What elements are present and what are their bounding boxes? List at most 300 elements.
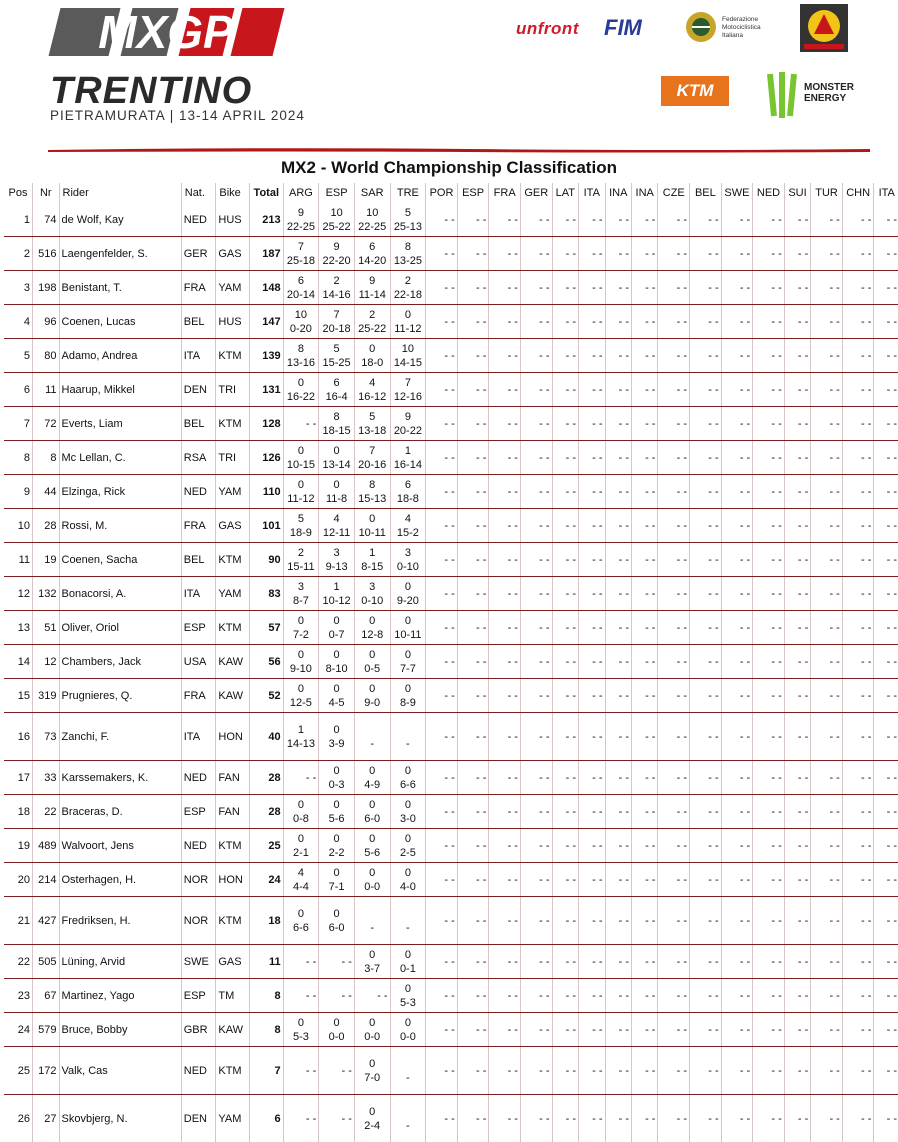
gp-moto-points: 10-11 (393, 628, 424, 642)
cell-total: 101 (249, 509, 283, 543)
gp-points: 0 (286, 444, 317, 458)
cell-nat: FRA (181, 679, 216, 713)
cell-gp-empty: - - (753, 945, 785, 979)
cell-gp-empty: - - (552, 339, 578, 373)
cell-gp-empty: - - (784, 829, 810, 863)
cell-gp-empty: - - (552, 577, 578, 611)
cell-gp-empty: - - (457, 863, 489, 897)
cell-total: 11 (249, 945, 283, 979)
cell-gp-empty: - - (520, 1013, 552, 1047)
gp-moto-points: 6-6 (393, 778, 424, 792)
cell-gp-empty: - - (605, 237, 631, 271)
cell-gp-result (354, 761, 390, 795)
cell-gp-result (283, 795, 319, 829)
cell-gp-result (319, 577, 355, 611)
cell-gp-result (319, 475, 355, 509)
cell-gp-empty: - - (579, 645, 605, 679)
cell-gp-empty: - - (605, 713, 631, 761)
cell-nat: ESP (181, 795, 216, 829)
cell-gp-empty: - - (457, 1095, 489, 1142)
cell-gp-empty: - - (811, 203, 843, 237)
cell-bike: HUS (216, 203, 250, 237)
cell-total: 131 (249, 373, 283, 407)
cell-gp-empty: - - (426, 795, 458, 829)
cell-gp-empty: - - (690, 945, 722, 979)
cell-gp-empty: - - (552, 543, 578, 577)
cell-gp-empty: - - (811, 271, 843, 305)
cell-bike: KTM (216, 543, 250, 577)
cell-gp-empty: - - (631, 1013, 657, 1047)
cell-gp-result: - - (319, 945, 355, 979)
cell-gp-empty: - - (690, 1047, 722, 1095)
cell-gp-result (283, 543, 319, 577)
cell-gp-empty: - - (842, 829, 874, 863)
cell-gp-empty: - - (520, 305, 552, 339)
cell-gp-empty: - - (811, 1013, 843, 1047)
cell-gp-result (319, 237, 355, 271)
gp-moto-points: 25-22 (357, 322, 388, 336)
gp-points: 0 (393, 866, 424, 880)
cell-gp-empty: - - (874, 1013, 898, 1047)
cell-nat: DEN (181, 1095, 216, 1142)
col-bike: Bike (216, 183, 250, 203)
cell-gp-empty: - - (811, 713, 843, 761)
cell-gp-empty: - - (489, 897, 521, 945)
cell-gp-empty: - - (784, 713, 810, 761)
cell-gp-empty: - - (811, 829, 843, 863)
cell-gp-empty: - - (874, 203, 898, 237)
cell-gp-result (390, 679, 426, 713)
gp-points: 0 (357, 1016, 388, 1030)
cell-gp-empty: - - (605, 645, 631, 679)
cell-gp-empty: - - (874, 271, 898, 305)
cell-gp-result (354, 1047, 390, 1095)
cell-gp-empty: - - (842, 611, 874, 645)
cell-gp-empty: - - (489, 577, 521, 611)
gp-points: 0 (286, 1016, 317, 1030)
cell-gp-result (354, 203, 390, 237)
cell-gp-result (390, 305, 426, 339)
col-gp: ARG (283, 183, 319, 203)
cell-gp-empty: - - (605, 979, 631, 1013)
cell-gp-empty: - - (489, 713, 521, 761)
cell-gp-empty: - - (579, 305, 605, 339)
cell-gp-empty: - - (489, 407, 521, 441)
cell-bike: TM (216, 979, 250, 1013)
cell-nat: NED (181, 1047, 216, 1095)
cell-gp-empty: - - (753, 863, 785, 897)
cell-gp-empty: - - (753, 795, 785, 829)
cell-gp-empty: - - (520, 645, 552, 679)
gp-points: 0 (393, 1016, 424, 1030)
monster-logo-text: MONSTER ENERGY (804, 82, 862, 104)
cell-gp-empty: - - (579, 543, 605, 577)
cell-gp-empty: - - (721, 761, 753, 795)
cell-gp-empty: - - (811, 577, 843, 611)
gp-moto-points: 20-16 (357, 458, 388, 472)
cell-gp-result (354, 645, 390, 679)
cell-bike: TRI (216, 441, 250, 475)
cell-gp-empty: - - (426, 441, 458, 475)
gp-points: 8 (286, 342, 317, 356)
cell-bike: HUS (216, 305, 250, 339)
cell-gp-empty: - - (489, 829, 521, 863)
cell-gp-empty: - - (690, 1013, 722, 1047)
cell-gp-result (319, 339, 355, 373)
cell-nr: 579 (33, 1013, 59, 1047)
col-gp: SWE (721, 183, 753, 203)
gp-points: 0 (286, 798, 317, 812)
cell-bike: GAS (216, 945, 250, 979)
cell-gp-empty: - - (690, 1095, 722, 1142)
cell-nat: NOR (181, 863, 216, 897)
cell-gp-empty: - - (874, 979, 898, 1013)
gp-points: 1 (321, 580, 352, 594)
cell-gp-result (354, 339, 390, 373)
cell-gp-empty: - - (721, 271, 753, 305)
gp-points: 0 (321, 832, 352, 846)
gp-moto-points: 8-10 (321, 662, 352, 676)
cell-gp-empty: - - (520, 577, 552, 611)
cell-gp-empty: - - (874, 679, 898, 713)
gp-points: 0 (393, 798, 424, 812)
col-gp: GER (520, 183, 552, 203)
cell-gp-empty: - - (784, 645, 810, 679)
cell-gp-empty: - - (842, 1095, 874, 1142)
cell-gp-empty: - - (753, 271, 785, 305)
gp-points: 6 (286, 274, 317, 288)
cell-gp-empty: - - (753, 611, 785, 645)
cell-gp-result (283, 577, 319, 611)
cell-gp-empty: - - (753, 1047, 785, 1095)
cell-gp-result (390, 795, 426, 829)
cell-gp-empty: - - (842, 945, 874, 979)
cell-gp-empty: - - (552, 829, 578, 863)
monster-energy-logo (762, 70, 862, 120)
cell-gp-empty: - - (489, 509, 521, 543)
gp-points: 2 (286, 546, 317, 560)
cell-gp-empty: - - (579, 407, 605, 441)
gp-moto-points: 7-7 (393, 662, 424, 676)
gp-moto-points: 3-7 (357, 962, 388, 976)
cell-pos: 26 (4, 1095, 33, 1142)
gp-points: 0 (393, 948, 424, 962)
cell-nat: USA (181, 645, 216, 679)
cell-pos: 23 (4, 979, 33, 1013)
cell-gp-result: - - (283, 761, 319, 795)
cell-gp-result (319, 509, 355, 543)
table-row (4, 271, 898, 305)
cell-gp-empty: - - (489, 795, 521, 829)
gp-points: 8 (393, 240, 424, 254)
cell-gp-result (319, 543, 355, 577)
cell-gp-empty: - - (520, 679, 552, 713)
cell-gp-empty: - - (658, 979, 690, 1013)
cell-gp-result (319, 271, 355, 305)
mxgp-logo-text: MXGP (98, 6, 234, 58)
cell-pos: 4 (4, 305, 33, 339)
cell-pos: 24 (4, 1013, 33, 1047)
cell-gp-result (319, 645, 355, 679)
gp-moto-points: 0-0 (321, 1030, 352, 1044)
cell-gp-empty: - - (811, 679, 843, 713)
mxgp-logo (44, 2, 289, 64)
classification-table (4, 183, 898, 1142)
gp-points: 0 (286, 907, 317, 921)
cell-gp-empty: - - (520, 611, 552, 645)
cell-gp-result (319, 829, 355, 863)
cell-nr: 172 (33, 1047, 59, 1095)
cell-gp-empty: - - (457, 339, 489, 373)
cell-gp-empty: - - (520, 761, 552, 795)
cell-gp-result: - - (319, 1095, 355, 1142)
cell-gp-result (390, 509, 426, 543)
fmi-logo-text: Federazione Motociclistica Italiana (722, 16, 774, 40)
cell-gp-empty: - - (489, 237, 521, 271)
cell-gp-empty: - - (721, 237, 753, 271)
cell-gp-empty: - - (842, 1013, 874, 1047)
cell-gp-empty: - - (784, 475, 810, 509)
cell-nr: 72 (33, 407, 59, 441)
monster-claw-icon (762, 70, 802, 120)
cell-gp-empty: - - (753, 645, 785, 679)
col-gp: POR (426, 183, 458, 203)
cell-gp-empty: - - (811, 475, 843, 509)
cell-nr: 427 (33, 897, 59, 945)
cell-bike: KAW (216, 1013, 250, 1047)
cell-gp-empty: - - (579, 897, 605, 945)
cell-pos: 14 (4, 645, 33, 679)
cell-gp-empty: - - (631, 339, 657, 373)
table-row (4, 713, 898, 761)
cell-gp-empty: - - (426, 679, 458, 713)
cell-gp-empty: - - (552, 945, 578, 979)
cell-gp-result (354, 945, 390, 979)
cell-gp-empty: - - (605, 203, 631, 237)
cell-gp-empty: - - (520, 339, 552, 373)
cell-gp-result (319, 373, 355, 407)
cell-gp-result (354, 305, 390, 339)
gp-points: 3 (393, 546, 424, 560)
cell-bike: FAN (216, 761, 250, 795)
cell-gp-empty: - - (721, 897, 753, 945)
cell-rider: de Wolf, Kay (59, 203, 181, 237)
cell-rider: Everts, Liam (59, 407, 181, 441)
cell-gp-empty: - - (842, 441, 874, 475)
cell-gp-result: - (390, 1095, 426, 1142)
cell-gp-result (390, 475, 426, 509)
cell-gp-empty: - - (520, 1047, 552, 1095)
cell-rider: Valk, Cas (59, 1047, 181, 1095)
table-row (4, 829, 898, 863)
gp-moto-points: 15-13 (357, 492, 388, 506)
cell-gp-empty: - - (605, 373, 631, 407)
table-row (4, 611, 898, 645)
cell-gp-result (319, 795, 355, 829)
cell-gp-empty: - - (842, 897, 874, 945)
gp-points: 1 (286, 723, 317, 737)
cell-gp-empty: - - (579, 945, 605, 979)
cell-gp-result (319, 407, 355, 441)
gp-points: 4 (286, 866, 317, 880)
cell-gp-empty: - - (658, 795, 690, 829)
cell-gp-empty: - - (457, 645, 489, 679)
cell-gp-empty: - - (690, 829, 722, 863)
cell-gp-empty: - - (874, 543, 898, 577)
cell-rider: Zanchi, F. (59, 713, 181, 761)
cell-nat: NED (181, 475, 216, 509)
table-row (4, 1047, 898, 1095)
cell-pos: 18 (4, 795, 33, 829)
gp-points: 2 (357, 308, 388, 322)
gp-points: 0 (321, 648, 352, 662)
cell-gp-empty: - - (631, 475, 657, 509)
cell-gp-result (354, 509, 390, 543)
cell-gp-empty: - - (753, 543, 785, 577)
cell-gp-empty: - - (874, 237, 898, 271)
cell-gp-empty: - - (658, 441, 690, 475)
col-gp: SAR (354, 183, 390, 203)
gp-moto-points: 16-4 (321, 390, 352, 404)
gp-moto-points: 18-15 (321, 424, 352, 438)
gp-points: 4 (393, 512, 424, 526)
cell-rider: Adamo, Andrea (59, 339, 181, 373)
cell-gp-empty: - - (658, 1047, 690, 1095)
gp-points: 0 (357, 648, 388, 662)
cell-bike: KTM (216, 1047, 250, 1095)
table-body (4, 203, 898, 1142)
cell-gp-empty: - - (605, 1047, 631, 1095)
cell-gp-empty: - - (579, 339, 605, 373)
gp-points: 10 (321, 206, 352, 220)
cell-gp-empty: - - (753, 305, 785, 339)
cell-nr: 74 (33, 203, 59, 237)
cell-gp-empty: - - (631, 237, 657, 271)
cell-gp-empty: - - (658, 305, 690, 339)
cell-gp-empty: - - (457, 761, 489, 795)
cell-gp-empty: - - (811, 305, 843, 339)
cell-gp-empty: - - (579, 679, 605, 713)
cell-gp-empty: - - (520, 829, 552, 863)
cell-gp-result: - (354, 713, 390, 761)
cell-gp-empty: - - (631, 679, 657, 713)
gp-moto-points: 9-10 (286, 662, 317, 676)
gp-points: 6 (393, 478, 424, 492)
table-row (4, 509, 898, 543)
gp-points: 0 (357, 614, 388, 628)
cell-gp-empty: - - (842, 305, 874, 339)
cell-gp-result (283, 611, 319, 645)
gp-points: 4 (357, 376, 388, 390)
cell-total: 56 (249, 645, 283, 679)
cell-gp-result (390, 577, 426, 611)
cell-gp-result (283, 475, 319, 509)
cell-rider: Prugnieres, Q. (59, 679, 181, 713)
cell-pos: 10 (4, 509, 33, 543)
cell-gp-empty: - - (552, 509, 578, 543)
cell-gp-empty: - - (631, 611, 657, 645)
cell-gp-empty: - - (457, 611, 489, 645)
gp-moto-points: 4-9 (357, 778, 388, 792)
cell-nat: NOR (181, 897, 216, 945)
col-gp: ITA (874, 183, 898, 203)
gp-moto-points: 12-16 (393, 390, 424, 404)
cell-gp-empty: - - (520, 543, 552, 577)
cell-gp-empty: - - (658, 577, 690, 611)
cell-gp-result (283, 271, 319, 305)
table-row (4, 679, 898, 713)
cell-total: 52 (249, 679, 283, 713)
gp-points: 0 (321, 907, 352, 921)
cell-bike: FAN (216, 795, 250, 829)
cell-gp-empty: - - (579, 829, 605, 863)
cell-gp-result (354, 237, 390, 271)
col-gp: ITA (579, 183, 605, 203)
cell-gp-empty: - - (690, 611, 722, 645)
cell-gp-empty: - - (874, 945, 898, 979)
cell-gp-empty: - - (721, 305, 753, 339)
cell-rider: Fredriksen, H. (59, 897, 181, 945)
cell-gp-empty: - - (552, 863, 578, 897)
cell-gp-empty: - - (784, 271, 810, 305)
cell-pos: 17 (4, 761, 33, 795)
col-gp: BEL (690, 183, 722, 203)
cell-gp-empty: - - (520, 441, 552, 475)
gp-points: 10 (357, 206, 388, 220)
cell-gp-empty: - - (489, 761, 521, 795)
gp-points: 0 (393, 614, 424, 628)
cell-nr: 319 (33, 679, 59, 713)
gp-moto-points: 11-14 (357, 288, 388, 302)
cell-gp-empty: - - (842, 761, 874, 795)
cell-rider: Bonacorsi, A. (59, 577, 181, 611)
gp-moto-points: 7-0 (357, 1071, 388, 1085)
page-header (0, 0, 898, 158)
cell-gp-empty: - - (631, 897, 657, 945)
cell-bike: KTM (216, 339, 250, 373)
gp-moto-points: 6-0 (357, 812, 388, 826)
cell-gp-result: - (390, 713, 426, 761)
col-gp: NED (753, 183, 785, 203)
cell-pos: 3 (4, 271, 33, 305)
cell-gp-result (283, 645, 319, 679)
cell-gp-result (390, 237, 426, 271)
cell-gp-result: - - (283, 1095, 319, 1142)
cell-gp-empty: - - (721, 373, 753, 407)
cell-total: 24 (249, 863, 283, 897)
cell-gp-empty: - - (631, 441, 657, 475)
cell-gp-result (354, 407, 390, 441)
cell-gp-empty: - - (520, 1095, 552, 1142)
gp-points: 0 (357, 948, 388, 962)
cell-gp-empty: - - (690, 713, 722, 761)
cell-gp-result (283, 339, 319, 373)
cell-gp-empty: - - (457, 441, 489, 475)
cell-gp-empty: - - (690, 577, 722, 611)
gp-moto-points: 0-20 (286, 322, 317, 336)
gp-moto-points: 15-25 (321, 356, 352, 370)
table-row (4, 1013, 898, 1047)
cell-pos: 2 (4, 237, 33, 271)
col-gp: INA (631, 183, 657, 203)
cell-gp-empty: - - (552, 475, 578, 509)
cell-total: 7 (249, 1047, 283, 1095)
cell-gp-empty: - - (690, 795, 722, 829)
table-row (4, 945, 898, 979)
cell-gp-empty: - - (489, 1013, 521, 1047)
cell-gp-empty: - - (842, 237, 874, 271)
cell-gp-empty: - - (579, 1047, 605, 1095)
